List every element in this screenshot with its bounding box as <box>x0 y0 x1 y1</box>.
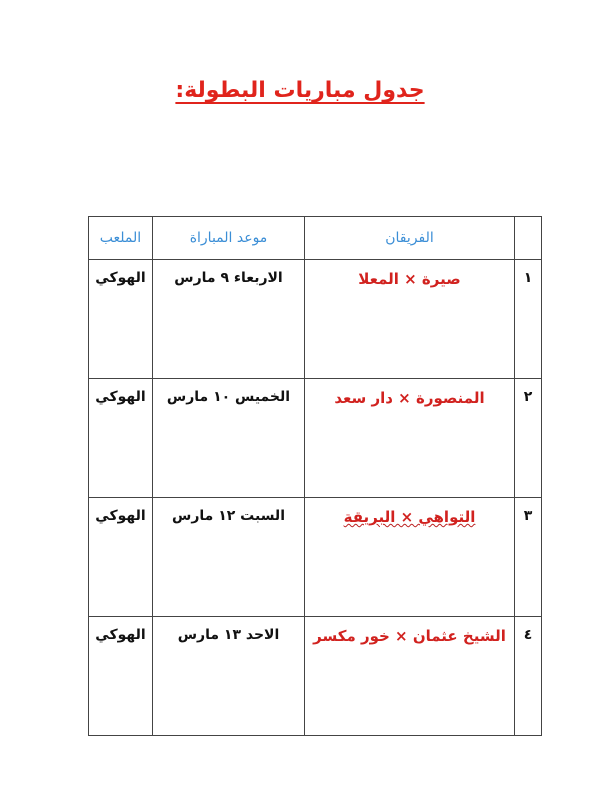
match-date: الخميس ١٠ مارس <box>153 379 305 498</box>
table-row <box>89 260 542 379</box>
table-header-row <box>89 217 542 260</box>
header-venue: الملعب <box>89 217 153 260</box>
match-date: الاحد ١٣ مارس <box>153 617 305 736</box>
match-teams-text: التواهي × البريقة <box>343 508 476 526</box>
match-venue: الهوكي <box>89 260 153 379</box>
header-number <box>515 217 542 260</box>
match-venue: الهوكي <box>89 379 153 498</box>
matches-table <box>88 216 542 736</box>
match-teams: الشيخ عثمان × خور مكسر <box>305 617 515 736</box>
header-teams: الفريقان <box>305 217 515 260</box>
match-number: ٣ <box>515 498 542 617</box>
table-row <box>89 617 542 736</box>
table-row <box>89 498 542 617</box>
match-teams <box>305 498 515 617</box>
match-number: ٤ <box>515 617 542 736</box>
match-date: السبت ١٢ مارس <box>153 498 305 617</box>
header-date: موعد المباراة <box>153 217 305 260</box>
match-teams: صيرة × المعلا <box>305 260 515 379</box>
match-number: ٢ <box>515 379 542 498</box>
match-venue: الهوكي <box>89 617 153 736</box>
page-title: جدول مباريات البطولة: <box>175 78 425 103</box>
table-row <box>89 379 542 498</box>
match-date: الاربعاء ٩ مارس <box>153 260 305 379</box>
match-venue: الهوكي <box>89 498 153 617</box>
match-teams: المنصورة × دار سعد <box>305 379 515 498</box>
match-number: ١ <box>515 260 542 379</box>
